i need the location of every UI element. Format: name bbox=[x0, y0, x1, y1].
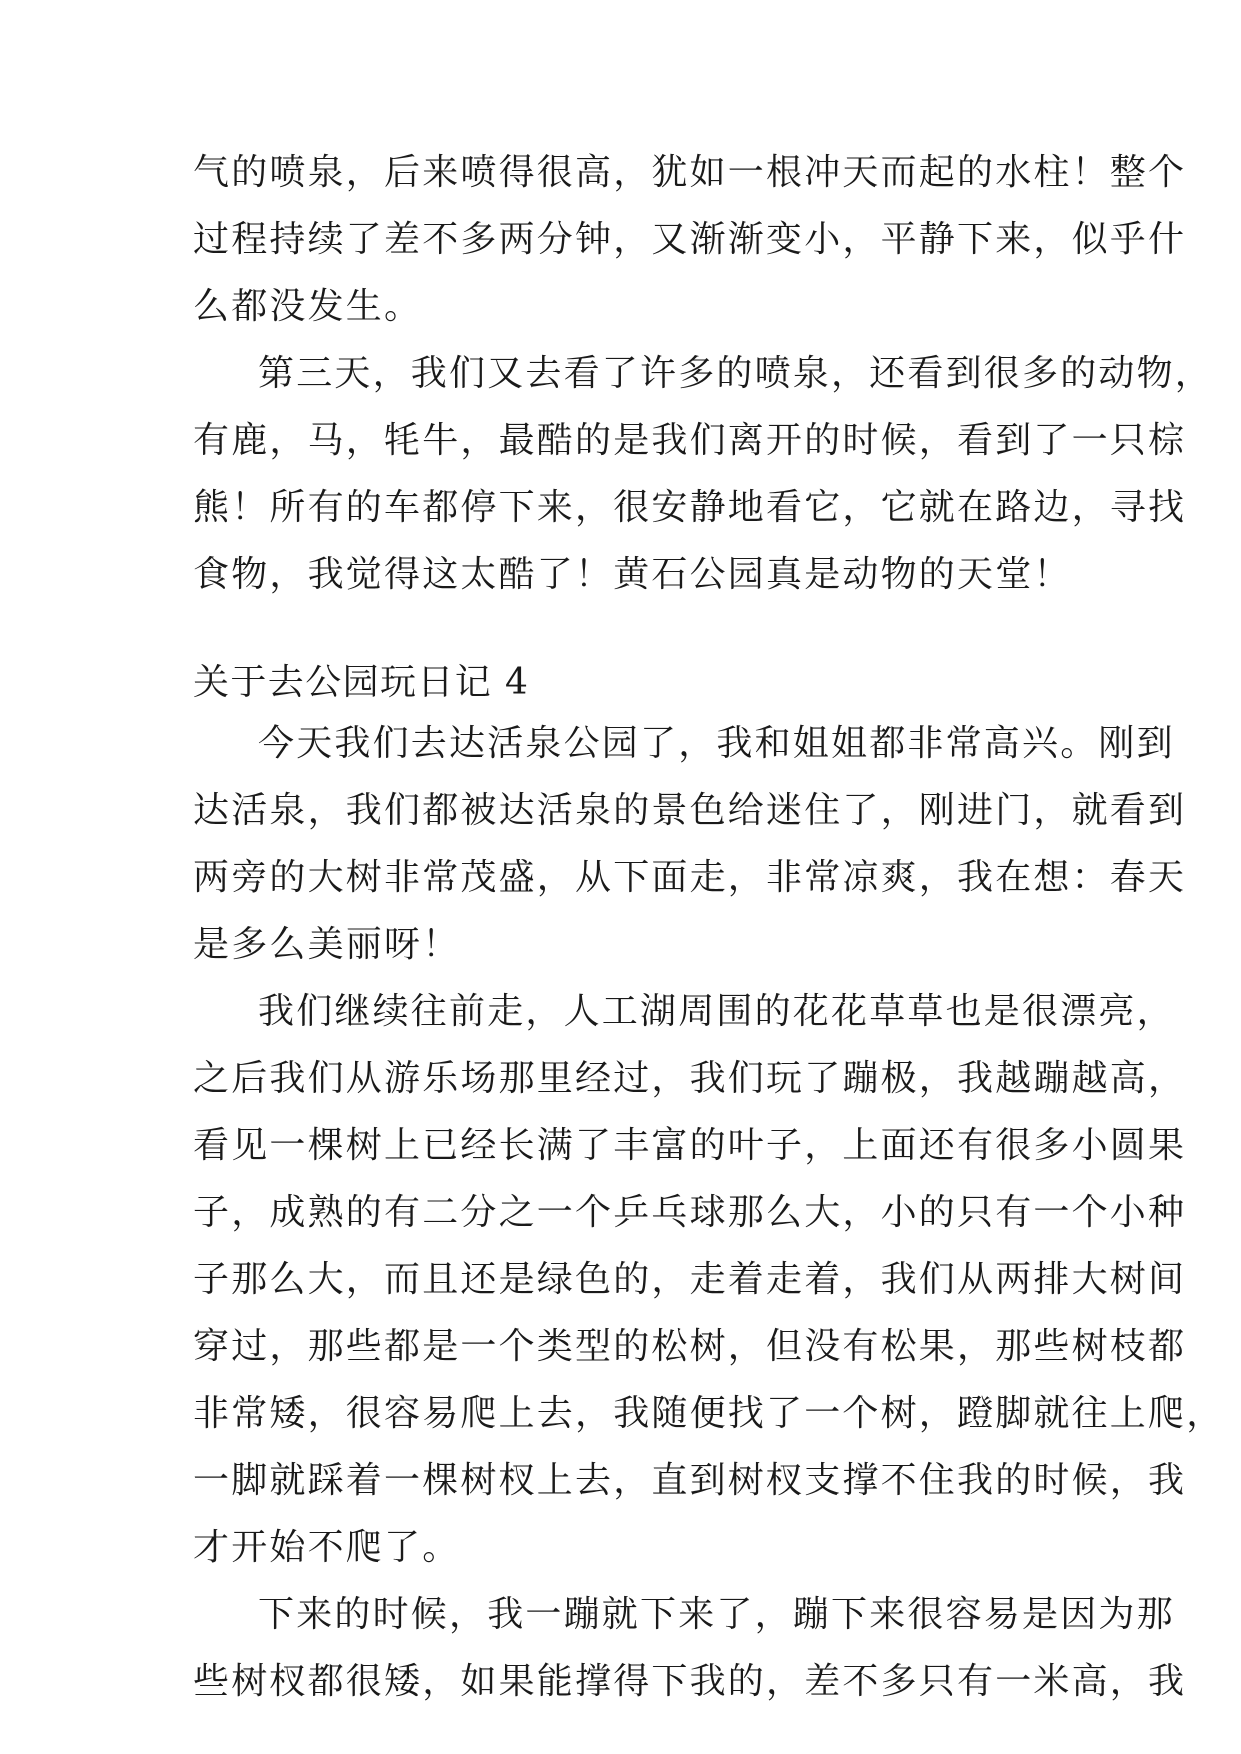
text-line: 达活泉，我们都被达活泉的景色给迷住了，刚进门，就看到 bbox=[193, 790, 1187, 831]
text-line: 有鹿，马，牦牛，最酷的是我们离开的时候，看到了一只棕 bbox=[193, 420, 1187, 461]
text-line: 是多么美丽呀！ bbox=[193, 924, 461, 965]
text-line: 下来的时候，我一蹦就下来了，蹦下来很容易是因为那 bbox=[258, 1594, 1175, 1635]
text-line: 过程持续了差不多两分钟，又渐渐变小，平静下来，似乎什 bbox=[193, 219, 1187, 260]
text-line: 今天我们去达活泉公园了，我和姐姐都非常高兴。刚到 bbox=[258, 723, 1175, 764]
text-line: 看见一棵树上已经长满了丰富的叶子，上面还有很多小圆果 bbox=[193, 1125, 1187, 1166]
text-line: 子那么大，而且还是绿色的，走着走着，我们从两排大树间 bbox=[193, 1259, 1187, 1300]
section-heading: 关于去公园玩日记 4 bbox=[193, 662, 530, 703]
text-line: 之后我们从游乐场那里经过，我们玩了蹦极，我越蹦越高， bbox=[193, 1058, 1187, 1099]
text-line: 一脚就踩着一棵树杈上去，直到树杈支撑不住我的时候，我 bbox=[193, 1460, 1187, 1501]
text-line: 穿过，那些都是一个类型的松树，但没有松果，那些树枝都 bbox=[193, 1326, 1187, 1367]
text-line: 非常矮，很容易爬上去，我随便找了一个树，蹬脚就往上爬， bbox=[193, 1393, 1225, 1434]
text-line: 两旁的大树非常茂盛，从下面走，非常凉爽，我在想：春天 bbox=[193, 857, 1187, 898]
text-line: 才开始不爬了。 bbox=[193, 1527, 461, 1568]
text-line: 食物，我觉得这太酷了！黄石公园真是动物的天堂！ bbox=[193, 554, 1072, 595]
text-line: 第三天，我们又去看了许多的喷泉，还看到很多的动物， bbox=[258, 353, 1214, 394]
text-line: 些树杈都很矮，如果能撑得下我的，差不多只有一米高，我 bbox=[193, 1661, 1187, 1702]
text-line: 子，成熟的有二分之一个乒乓球那么大，小的只有一个小种 bbox=[193, 1192, 1187, 1233]
text-line: 我们继续往前走，人工湖周围的花花草草也是很漂亮， bbox=[258, 991, 1175, 1032]
text-line: 么都没发生。 bbox=[193, 286, 423, 327]
text-line: 气的喷泉，后来喷得很高，犹如一根冲天而起的水柱！整个 bbox=[193, 152, 1187, 193]
text-line: 熊！所有的车都停下来，很安静地看它，它就在路边，寻找 bbox=[193, 487, 1187, 528]
